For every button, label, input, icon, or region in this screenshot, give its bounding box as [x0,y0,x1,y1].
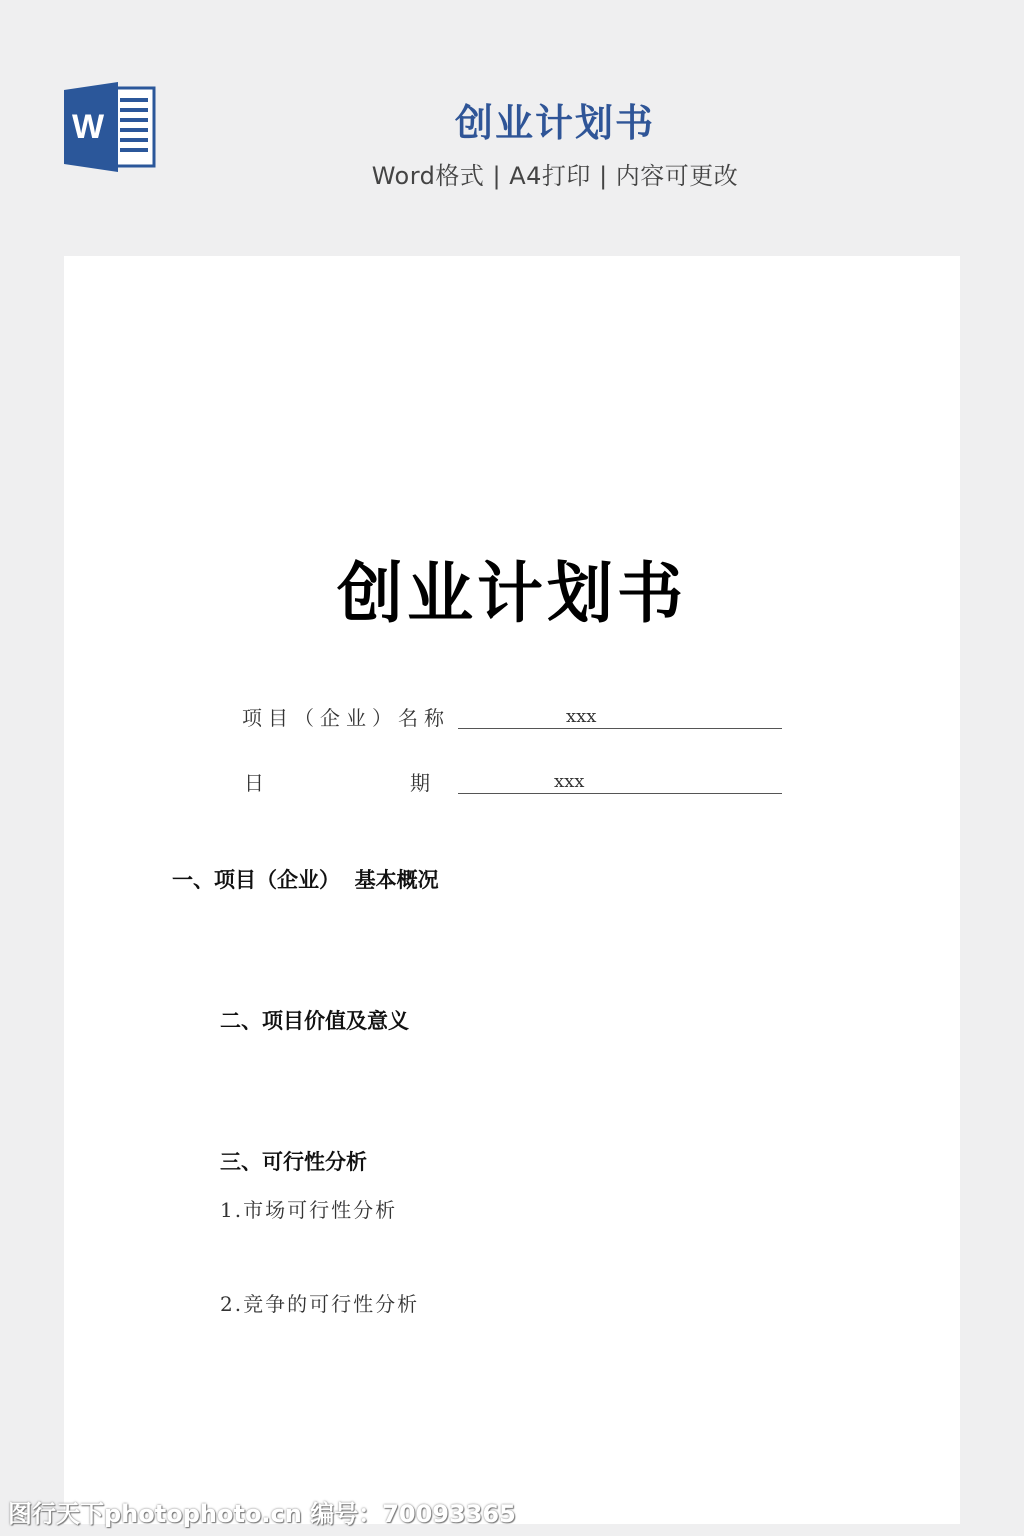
field-label-project-name: 项目（企业）名称 [242,706,450,730]
list-item-market-feasibility: 1.市场可行性分析 [220,1198,398,1222]
document-page [64,256,960,1524]
header-subtitle: Word格式 | A4打印 | 内容可更改 [371,162,739,190]
field-line-date[interactable] [458,767,782,794]
section-heading-feasibility: 三、可行性分析 [220,1150,367,1174]
section-heading-overview: 一、项目（企业） 基本概况 [172,868,439,892]
field-label-date-end: 期 [410,771,436,795]
section-heading-value: 二、项目价值及意义 [220,1009,409,1033]
list-item-competition-feasibility: 2.竞争的可行性分析 [220,1292,420,1316]
document-title: 创业计划书 [337,554,687,632]
field-value-date: xxx [554,771,585,792]
word-icon [64,82,156,172]
field-line-project-name[interactable] [458,702,782,729]
field-value-project-name: xxx [566,706,597,727]
field-label-date-start: 日 [244,771,270,795]
header-title: 创业计划书 [454,101,655,145]
word-logo-letter: W [71,108,105,146]
watermark-text: 图行天下photophoto.cn 编号：70093365 [8,1500,516,1528]
